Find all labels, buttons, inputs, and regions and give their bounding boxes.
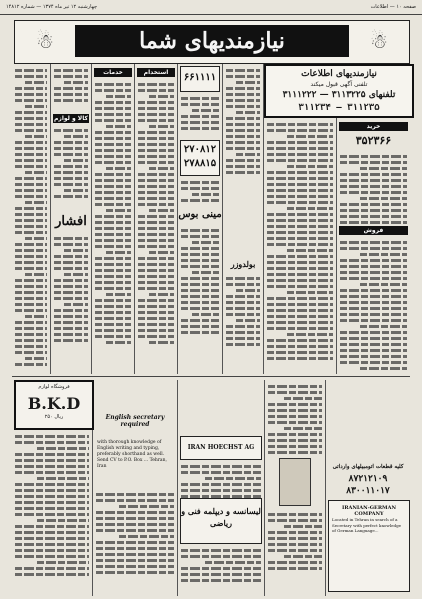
- bkd-ad-logo: B.K.D: [27, 394, 81, 413]
- bottom-column-1: [12, 430, 93, 596]
- phonebox-title: نیازمندیهای اطلاعات: [301, 69, 377, 79]
- column-3: [92, 64, 135, 374]
- section-kala-header: کالا و لوازم: [53, 115, 89, 122]
- column-2: [51, 64, 92, 374]
- phone-ad-1-number: ۶۶۱۱۱۱: [183, 72, 217, 83]
- column-6: [223, 64, 264, 374]
- column-1: [12, 64, 51, 374]
- column-5: [178, 64, 223, 374]
- secretary-ad-title: English secretary required: [105, 414, 165, 428]
- bottom-column-5: [326, 380, 410, 596]
- bkd-ad-caption: فروشگاه لوازم: [38, 384, 70, 390]
- bkd-ad-price: ۲۵۰ ریال: [44, 414, 64, 420]
- section-khadamat-header: خدمات: [94, 68, 132, 77]
- phone-ad-1: [180, 66, 220, 92]
- phonebox-phones-2: ۳۱۱۲۳۴ — ۳۱۱۲۳۵: [298, 103, 380, 113]
- german-company-body: Located in Tehran in search of a Secretary with perfect knowledge of German Language...: [332, 517, 401, 533]
- german-company-ad: [328, 500, 410, 592]
- phone-ad-2: [180, 140, 220, 176]
- phone-ad-2-number-a: ۲۷۰۸۱۲: [183, 144, 217, 155]
- bottom-divider: [12, 376, 410, 377]
- section-estekhdam-header: استخدام: [137, 68, 175, 77]
- issue-date: چهارشنبه ۱۲ تیر ماه ۱۳۷۴ — شماره ۱۴۸۱۲: [6, 4, 98, 10]
- mini-bus-ad: مینی بوس: [178, 209, 222, 220]
- bottom-column-4: [265, 380, 326, 596]
- phone-ad-4-number: ۳۵۲۳۶۶: [355, 134, 392, 147]
- phonebox-phones-1: تلفنهای ۳۱۱۳۲۲۵ — ۳۱۱۱۲۲۲: [282, 90, 396, 100]
- column-8: [337, 118, 410, 374]
- phonebox-subtitle: تلفنی آگهی قبول میکند: [310, 81, 368, 88]
- auto-parts-title: کلیه قطعات اتومبیلهای وارداتی: [332, 464, 404, 470]
- bottom-column-2: [93, 380, 178, 596]
- lisans-ad: [180, 498, 262, 544]
- column-7: [264, 118, 337, 374]
- phone-ad-2-number-b: ۲۷۸۸۱۵: [183, 158, 217, 169]
- classified-banner: [14, 20, 410, 64]
- banner-title: نیازمندیهای شما: [75, 25, 349, 57]
- phone-ad-5-number: ۸۷۲۱۲۱۰۹: [348, 474, 388, 484]
- column-2-text: [54, 66, 88, 105]
- ettelaat-phone-box: [264, 64, 414, 118]
- bulldozer-ad: بولدوزر: [230, 259, 256, 269]
- section-forush-header: فروش: [339, 226, 408, 235]
- hoechst-ad: [180, 436, 262, 460]
- figures-left-icon: ☃: [36, 29, 54, 53]
- product-illustration: [279, 458, 311, 506]
- page-number: صفحه ۱۰ — اطلاعات: [370, 4, 416, 10]
- column-4: [135, 64, 178, 374]
- figures-right-icon: ☃: [370, 29, 388, 53]
- bottom-column-3: [178, 380, 265, 596]
- hoechst-ad-name: IRAN HOECHST AG: [187, 444, 255, 451]
- lisans-ad-title: لیسانسه و دیپلمه فنی و ریاضی: [181, 506, 261, 528]
- bkd-ad: [14, 380, 94, 430]
- secretary-ad-body: with thorough knowledge of English writing and typing, preferably shorthand as well. Send CV to P.O. Box ... Tehran, Iran: [97, 440, 167, 469]
- column-1-text: [15, 66, 47, 369]
- german-company-title: IRANIAN-GERMAN COMPANY: [341, 505, 397, 517]
- afshar-ad: افشار: [55, 214, 87, 229]
- phone-ad-6-number: ۸۳۰۰۱۱۰۱۷: [346, 486, 390, 496]
- page-header: [0, 0, 422, 15]
- section-kharid-header: خرید: [339, 122, 408, 131]
